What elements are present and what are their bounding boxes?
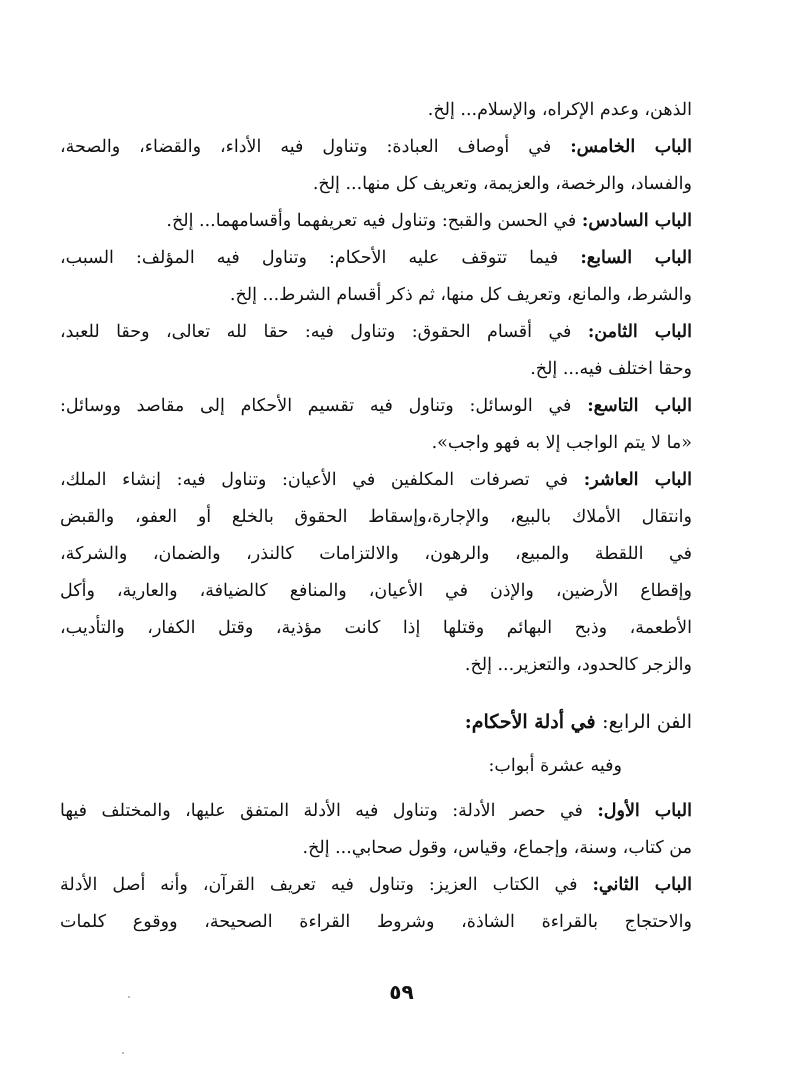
- intro-text: وفيه عشرة أبواب:: [488, 756, 622, 776]
- text-line: [60, 610, 692, 647]
- page-body: [60, 92, 692, 941]
- text-line: [60, 573, 692, 610]
- text-line: [60, 830, 692, 867]
- section-intro: [60, 748, 692, 785]
- text-line: [60, 92, 692, 129]
- text-line: [60, 904, 692, 941]
- line-text: وإقطاع الأرضين، والإذن في الأعيان، والمنافع كالضيافة، والعارية، وأكل: [60, 581, 692, 601]
- line-text: في اللقطة والمبيع، والرهون، والالتزامات كالنذر، والضمان، والشركة،: [60, 544, 692, 564]
- text-line: [60, 351, 692, 388]
- line-text: والشرط، والمانع، وتعريف كل منها، ثم ذكر أقسام الشرط... إلخ.: [229, 285, 692, 305]
- text-line: [60, 203, 692, 240]
- line-text: «ما لا يتم الواجب إلا به فهو واجب».: [431, 433, 692, 453]
- line-text: الأطعمة، وذبح البهائم وقتلها إذا كانت مؤذية، وقتل الكفار، والتأديب،: [60, 618, 692, 638]
- chapter-label: الباب الثامن:: [587, 322, 692, 342]
- line-text: في الكتاب العزيز: وتناول فيه تعريف القرآن، وأنه أصل الأدلة: [60, 875, 593, 895]
- chapter-label: الباب الأول:: [597, 801, 692, 821]
- text-line: [60, 388, 692, 425]
- text-line: [60, 793, 692, 830]
- text-line: [60, 647, 692, 684]
- text-line: [60, 867, 692, 904]
- line-text: في حصر الأدلة: وتناول فيه الأدلة المتفق عليها، والمختلف فيها: [60, 801, 598, 821]
- line-text: وانتقال الأملاك بالبيع، والإجارة،وإسقاط الحقوق بالخلع أو العفو، والقبض: [60, 507, 692, 527]
- line-text: في الحسن والقبح: وتناول فيه تعريفهما وأقسامهما... إلخ.: [166, 211, 582, 231]
- section-heading: [60, 702, 692, 742]
- chapter-label: الباب الخامس:: [570, 137, 692, 157]
- text-line: [60, 499, 692, 536]
- line-text: والفساد، والرخصة، والعزيمة، وتعريف كل منها... إلخ.: [312, 174, 692, 194]
- text-line: [60, 314, 692, 351]
- line-text: من كتاب، وسنة، وإجماع، وقياس، وقول صحابي... إلخ.: [302, 838, 692, 858]
- text-line: [60, 166, 692, 203]
- line-text: فيما تتوقف عليه الأحكام: وتناول فيه المؤلف: السبب،: [60, 248, 581, 268]
- chapter-label: الباب الثاني:: [592, 875, 692, 895]
- text-line: [60, 240, 692, 277]
- chapter-label: الباب التاسع:: [587, 396, 692, 416]
- text-line: [60, 462, 692, 499]
- text-line: [60, 129, 692, 166]
- line-text: في تصرفات المكلفين في الأعيان: وتناول فيه: إنشاء الملك،: [60, 470, 584, 490]
- section-heading-prefix: الفن الرابع:: [602, 711, 692, 733]
- line-text: الذهن، وعدم الإكراه، والإسلام... إلخ.: [427, 100, 692, 120]
- scan-speck: [128, 996, 130, 998]
- line-text: في أوصاف العبادة: وتناول فيه الأداء، والقضاء، والصحة،: [60, 137, 571, 157]
- line-text: والاحتجاج بالقراءة الشاذة، وشروط القراءة الصحيحة، ووقوع كلمات: [60, 912, 692, 932]
- line-text: والزجر كالحدود، والتعزير... إلخ.: [464, 655, 692, 675]
- chapter-label: الباب السابع:: [580, 248, 692, 268]
- scan-speck: [122, 1052, 124, 1054]
- page-number: ٥٩: [389, 980, 414, 1004]
- chapter-label: الباب السادس:: [581, 211, 692, 231]
- text-line: [60, 425, 692, 462]
- line-text: في أقسام الحقوق: وتناول فيه: حقا لله تعالى، وحقا للعبد،: [60, 322, 588, 342]
- line-text: وحقا اختلف فيه... إلخ.: [530, 359, 692, 379]
- chapter-label: الباب العاشر:: [583, 470, 692, 490]
- text-line: [60, 277, 692, 314]
- section-heading-title: في أدلة الأحكام:: [464, 711, 603, 733]
- text-line: [60, 536, 692, 573]
- line-text: في الوسائل: وتناول فيه تقسيم الأحكام إلى مقاصد ووسائل:: [60, 396, 588, 416]
